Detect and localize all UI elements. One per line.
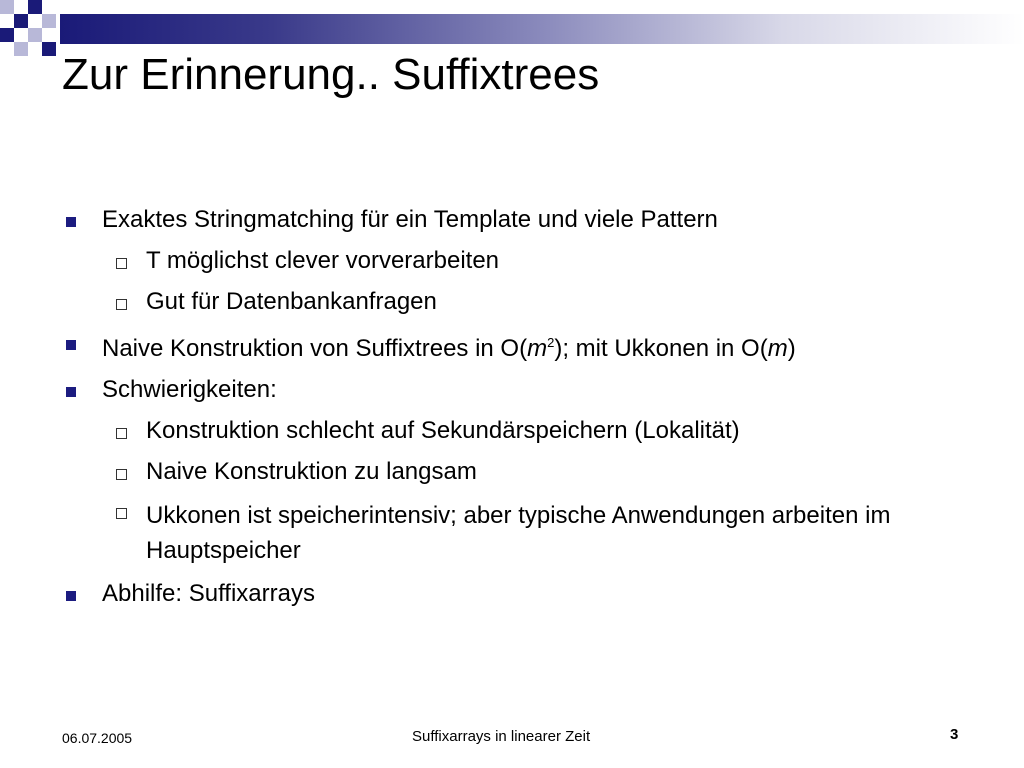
hollow-square-bullet-icon [116, 469, 127, 480]
deco-square [14, 42, 28, 56]
gradient-bar [60, 14, 1024, 44]
list-item-text: Exaktes Stringmatching für ein Template und viele Pattern [102, 206, 718, 233]
page-title: Zur Erinnerung.. Suffixtrees [62, 50, 600, 99]
superscript: 2 [547, 335, 555, 350]
deco-square [28, 28, 42, 42]
footer-date: 06.07.2005 [62, 730, 133, 746]
footer-title: Suffixarrays in linearer Zeit [412, 728, 591, 745]
square-bullet-icon [66, 591, 76, 601]
list-item [62, 246, 962, 276]
list-item [62, 205, 962, 235]
list-item-text [102, 335, 796, 362]
list-item [62, 579, 962, 609]
square-bullet-icon [66, 217, 76, 227]
text-segment: ); mit Ukkonen in O( [554, 335, 768, 362]
deco-square [0, 28, 14, 42]
list-item [62, 416, 962, 446]
list-item [62, 328, 962, 364]
deco-square [42, 42, 56, 56]
math-variable: m [767, 335, 788, 362]
list-item-text: Gut für Datenbankanfragen [146, 288, 437, 315]
deco-square [42, 14, 56, 28]
list-item [62, 287, 962, 317]
bullet-list [62, 205, 962, 620]
list-item-text: Ukkonen ist speicherintensiv; aber typische Anwendungen arbeiten im Hauptspeicher [146, 502, 891, 564]
list-item-text: Abhilfe: Suffixarrays [102, 580, 315, 607]
list-item [62, 457, 962, 487]
hollow-square-bullet-icon [116, 428, 127, 439]
list-item [62, 375, 962, 405]
hollow-square-bullet-icon [116, 299, 127, 310]
list-item-text: Konstruktion schlecht auf Sekundärspeichern (Lokalität) [146, 417, 740, 444]
text-segment: ) [787, 335, 796, 362]
hollow-square-bullet-icon [116, 508, 127, 519]
list-item-text: Schwierigkeiten: [102, 376, 277, 403]
deco-square [0, 0, 14, 14]
math-variable: m [527, 335, 548, 362]
square-bullet-icon [66, 340, 76, 350]
hollow-square-bullet-icon [116, 258, 127, 269]
page-number: 3 [950, 726, 959, 743]
text-segment: Naive Konstruktion von Suffixtrees in O( [102, 335, 528, 362]
deco-square [14, 14, 28, 28]
list-item-text: Naive Konstruktion zu langsam [146, 458, 477, 485]
deco-square [28, 0, 42, 14]
list-item [62, 498, 962, 568]
list-item-text: T möglichst clever vorverarbeiten [146, 247, 500, 274]
square-bullet-icon [66, 387, 76, 397]
